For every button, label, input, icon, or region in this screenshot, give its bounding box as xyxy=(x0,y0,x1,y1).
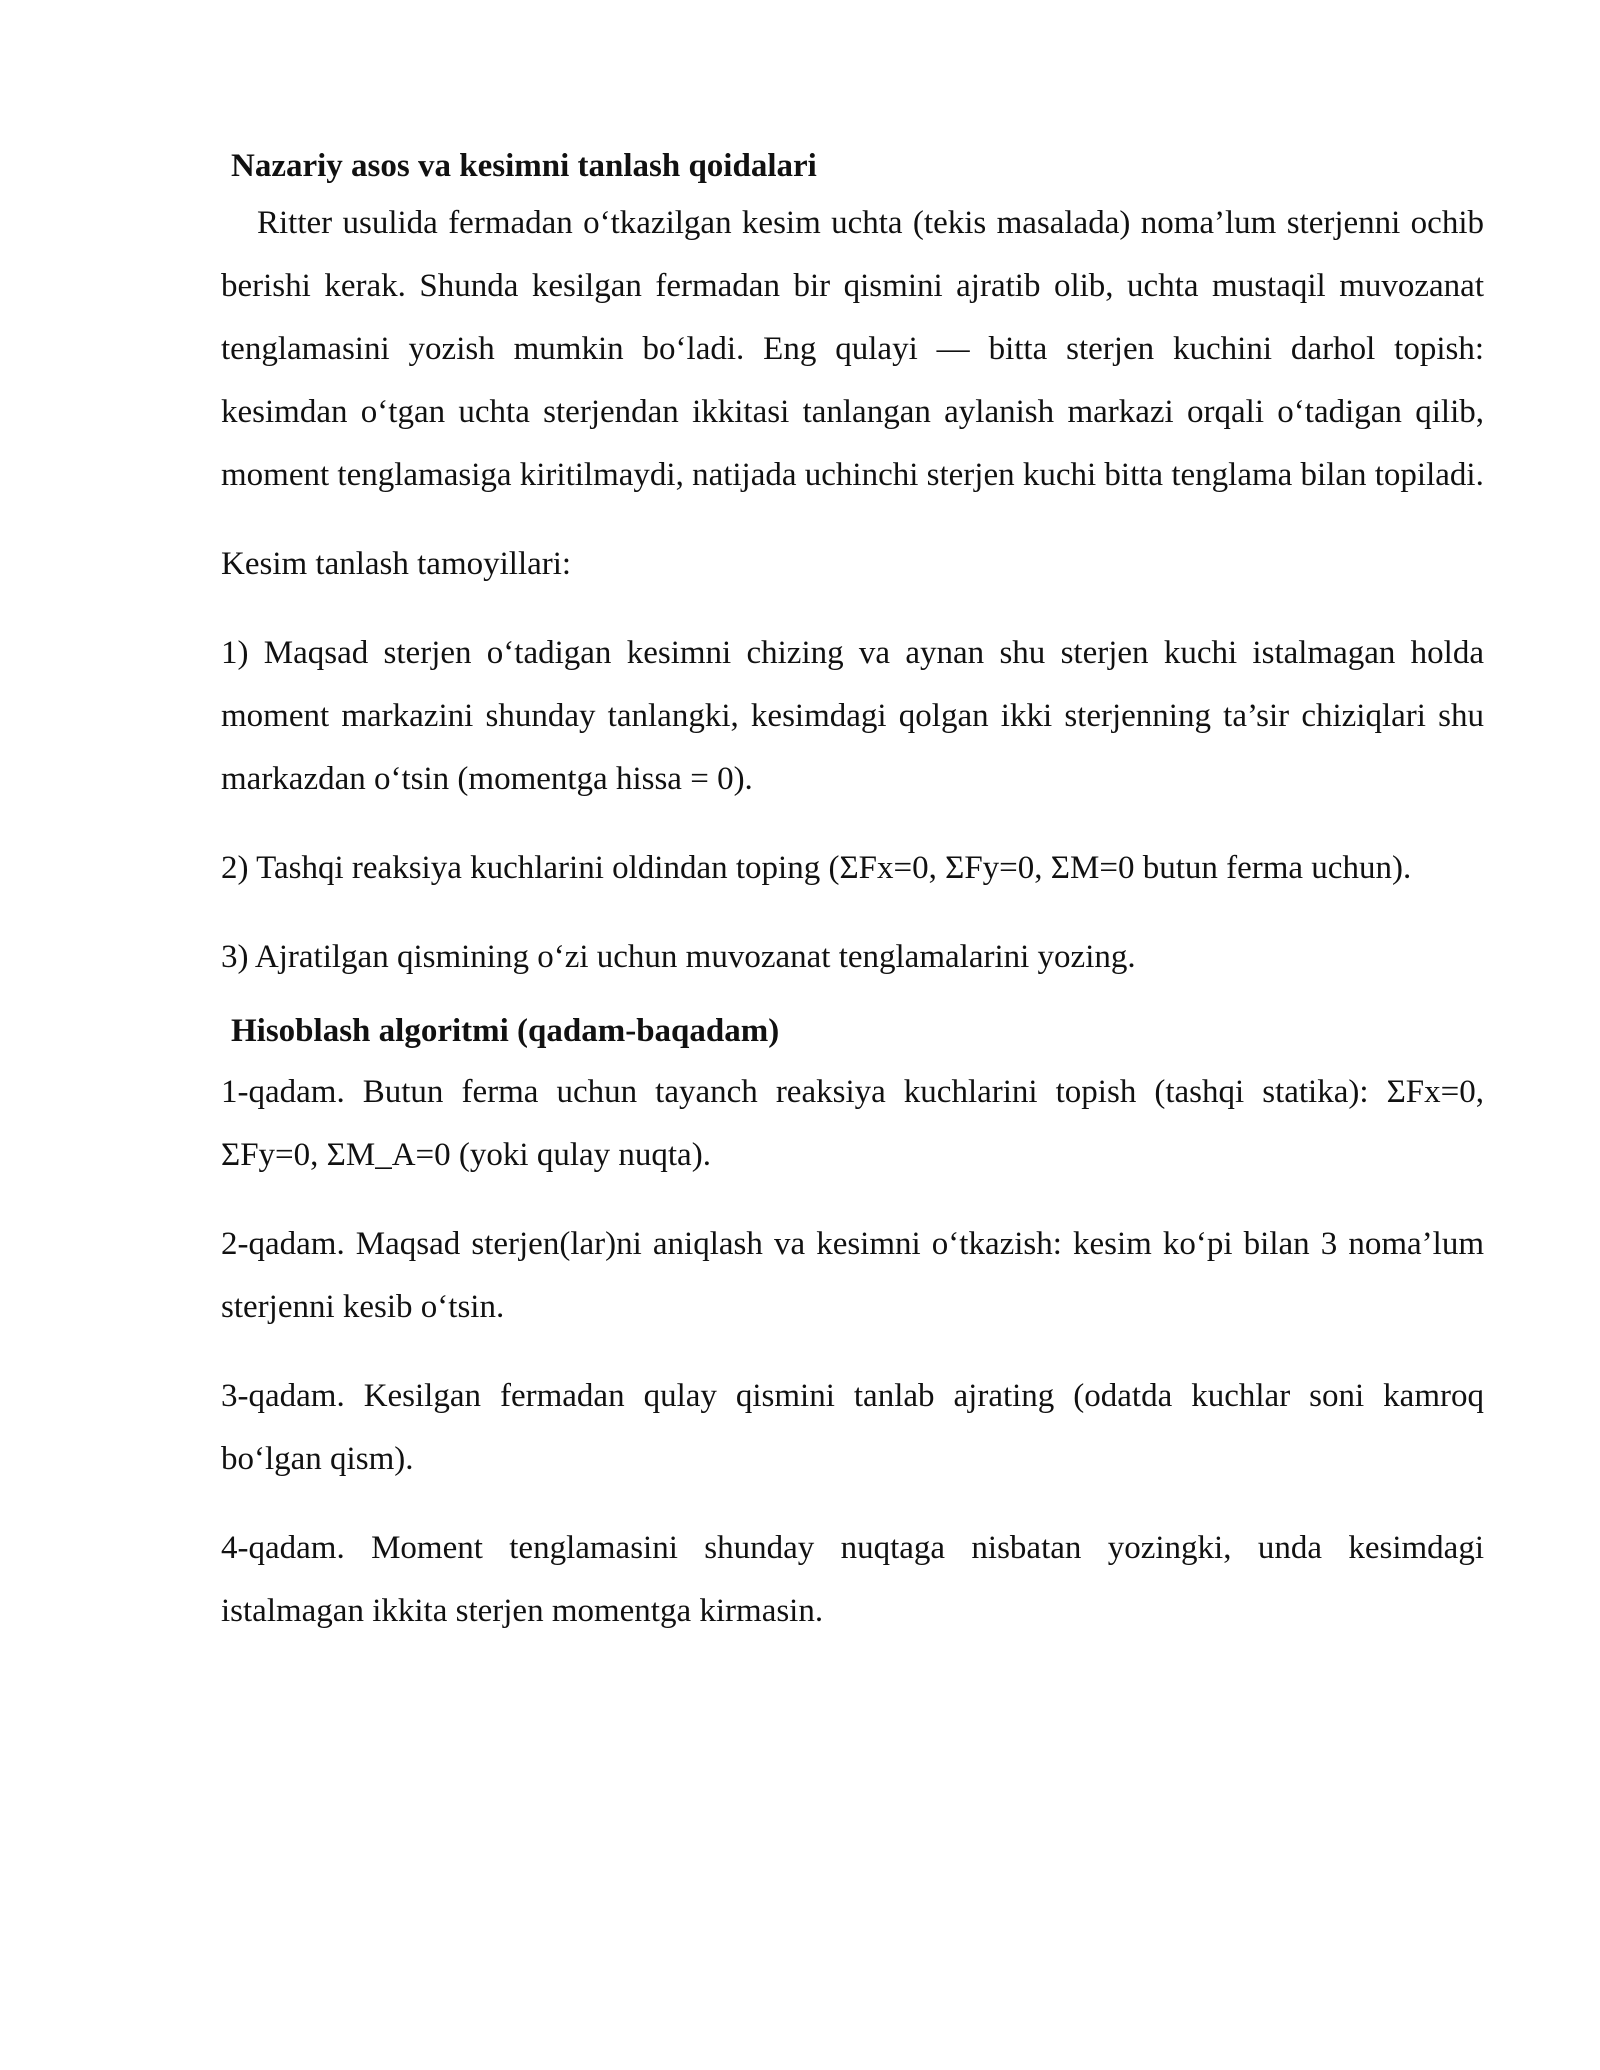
document-page xyxy=(221,146,1484,1643)
step-item-3: 3-qadam. Kesilgan fermadan qulay qismini tanlab ajrating (odatda kuchlar soni kamroq bo‘lgan qism). xyxy=(221,1378,1484,1477)
principle-item-3: 3) Ajratilgan qismining o‘zi uchun muvozanat tenglamalarini yozing. xyxy=(221,939,1136,975)
principles-label: Kesim tanlash tamoyillari: xyxy=(221,546,572,582)
principle-item-2: 2) Tashqi reaksiya kuchlarini oldindan toping (ΣFx=0, ΣFy=0, ΣM=0 butun ferma uchun). xyxy=(221,850,1412,886)
step-item-4: 4-qadam. Moment tenglamasini shunday nuqtaga nisbatan yozingki, unda kesimdagi istalmagan ikkita sterjen momentga kirmasin. xyxy=(221,1530,1484,1629)
section-heading-algorithm: Hisoblash algoritmi (qadam-baqadam) xyxy=(231,1013,780,1049)
section-heading-theory: Nazariy asos va kesimni tanlash qoidalari xyxy=(231,148,817,184)
step-item-1: 1-qadam. Butun ferma uchun tayanch reaksiya kuchlarini topish (tashqi statika): ΣFx=0, ΣFy=0, ΣM_A=0 (yoki qulay nuqta). xyxy=(221,1074,1484,1173)
intro-paragraph: Ritter usulida fermadan o‘tkazilgan kesim uchta (tekis masalada) noma’lum sterjenni ochib berishi kerak. Shunda kesilgan fermadan bir qismini ajratib olib, uchta mustaqil muvozanat tenglamasini yozish mumkin bo‘ladi. Eng qulayi — bitta sterjen kuchini darhol topish: kesimdan o‘tgan uchta sterjendan ikkitasi tanlangan aylanish markazi orqali o‘tadigan qilib, moment tenglamasiga kiritilmaydi, natijada uchinchi sterjen kuchi bitta tenglama bilan topiladi. xyxy=(221,205,1484,493)
principle-item-1: 1) Maqsad sterjen o‘tadigan kesimni chizing va aynan shu sterjen kuchi istalmagan holda moment markazini shunday tanlangki, kesimdagi qolgan ikki sterjenning ta’sir chiziqlari shu markazdan o‘tsin (momentga hissa = 0). xyxy=(221,635,1484,797)
step-item-2: 2-qadam. Maqsad sterjen(lar)ni aniqlash va kesimni o‘tkazish: kesim ko‘pi bilan 3 noma’lum sterjenni kesib o‘tsin. xyxy=(221,1226,1484,1325)
